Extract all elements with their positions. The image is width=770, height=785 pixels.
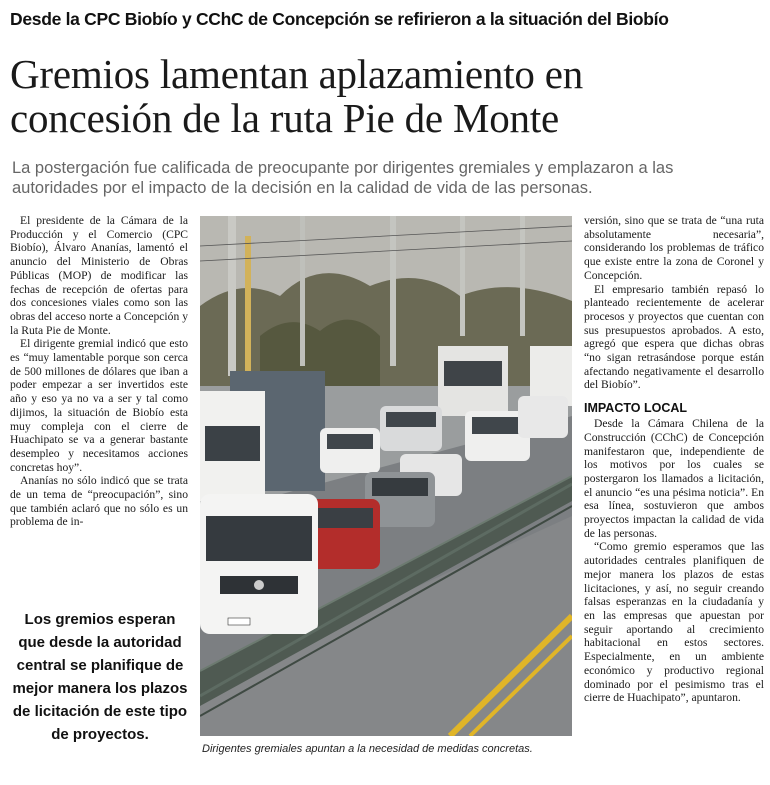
- body-paragraph: El dirigente gremial indicó que esto es “muy lamentable porque son cerca de 500 millones de dólares que iban a poder empezar a ser invertidos este año y eso ya no va a ser y tal como dijimos, la situación de Biobío esta muy compleja con el cierre de Huachipato se va a generar bastante desempleo y necesitamos acciones concretas hoy”.: [10, 337, 188, 474]
- article-photo: [200, 216, 572, 736]
- left-text-column: [10, 214, 188, 582]
- photo-caption: Dirigentes gremiales apuntan a la necesidad de medidas concretas.: [202, 743, 533, 755]
- right-text-column: [584, 214, 764, 784]
- body-paragraph: Desde la Cámara Chilena de la Construcción (CChC) de Concepción manifestaron que, independiente de los motivos por los cuales se postergaron los llamados a licitación, el anuncio “es una pésima noticia”. En esa línea, sostuvieron que ambos proyectos impactan la calidad de vida de las personas.: [584, 417, 764, 540]
- article-headline: [10, 52, 760, 140]
- headline-line-2: concesión de la ruta Pie de Monte: [10, 95, 560, 141]
- pull-quote: Los gremios esperan que desde la autoridad central se planifique de mejor manera los plazos de licitación de este tipo de proyectos.: [12, 611, 188, 743]
- body-paragraph: versión, sino que se trata de “una ruta absolutamente necesaria”, considerando los problemas de tráfico que existe entre la zona de Coronel y Concepción.: [584, 214, 764, 282]
- body-paragraph: El presidente de la Cámara de la Producción y el Comercio (CPC Biobío), Álvaro Ananías, lamentó el anuncio del Ministerio de Obras Públicas (MOP) de modificar las fechas de recepción de ofertas para dos concesiones viales como son las obras del acceso norte a Concepción y la Ruta Pie de Monte.: [10, 214, 188, 337]
- section-subhead: IMPACTO LOCAL: [584, 401, 688, 416]
- body-paragraph: Ananías no sólo indicó que se trata de un tema de “preocupación”, sino que también aclaró que no sólo es un problema de in-: [10, 474, 188, 529]
- body-paragraph: El empresario también repasó lo planteado recientemente de acelerar procesos y proyectos que cuentan con sus presupuestos aprobados. A esto, agregó que espera que dichas obras “no sigan retrasándose porque están afectando negativamente el desarrollo del Biobío”.: [584, 282, 764, 392]
- body-paragraph: “Como gremio esperamos que las autoridades centrales planifiquen de mejor manera los plazos de estas licitaciones, y así, no seguir creando falsas esperanzas en la ciudadanía y en las empresas que apuestan por seguir aportando al crecimiento habitacional en estos sectores. Especialmente, en un ambiente económico y productivo regional dominado por el pesimismo tras el cierre de Huachipato”, apuntaron.: [584, 540, 764, 705]
- article-deck: La postergación fue calificada de preocupante por dirigentes gremiales y emplazaron a las autoridades por el impacto de la decisión en la calidad de vida de las personas.: [12, 159, 674, 197]
- headline-line-1: Gremios lamentan aplazamiento en: [10, 51, 584, 97]
- article-kicker: Desde la CPC Biobío y CChC de Concepción se refirieron a la situación del Biobío: [10, 9, 669, 29]
